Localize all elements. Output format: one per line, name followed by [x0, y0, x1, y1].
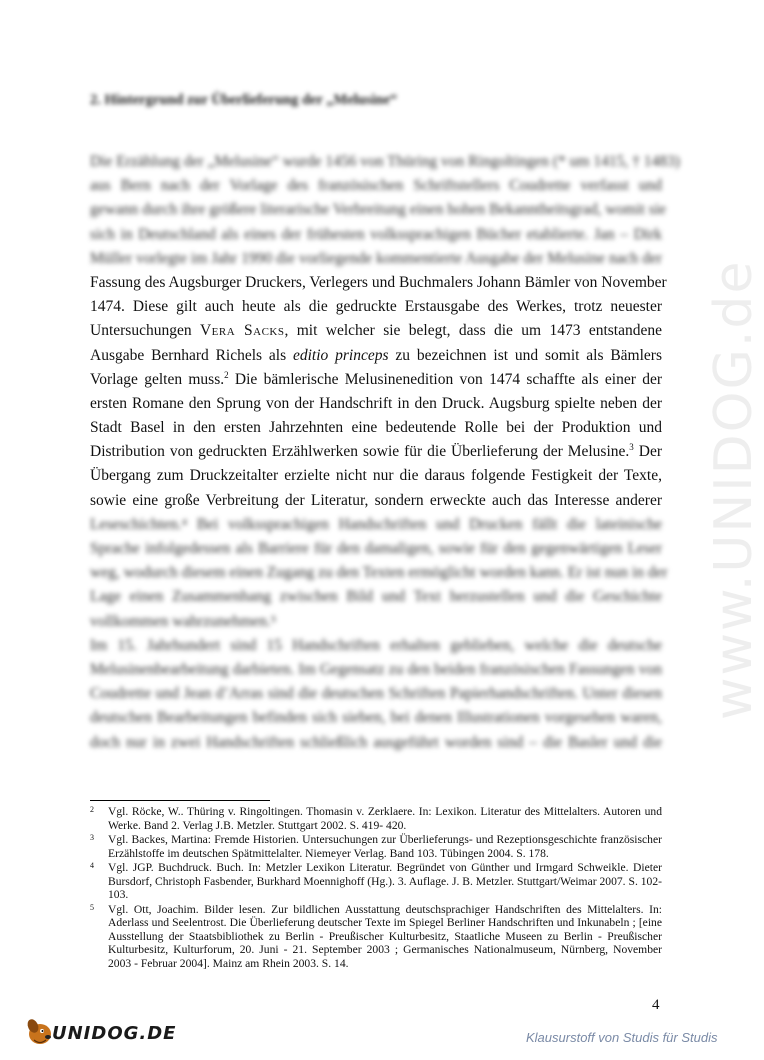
footnote-ref: 3 [629, 442, 634, 453]
tagline: Klausurstoff von Studis für Studis [526, 1030, 718, 1045]
text-line: Stadt Basel in den ersten Jahrzehnten eine bedeutende Rolle bei der Produktion und [90, 419, 662, 437]
visible-paragraph [90, 271, 667, 513]
text-run: Der [633, 443, 662, 461]
text-line [90, 368, 662, 392]
text-line: ersten Romane den Sprung von der Handschrift in den Druck. Augsburg spielte neben der [90, 394, 662, 412]
text-line: Melusinenbearbeitung darbieten. Im Gegensatz zu den beiden französischen Fassungen von [90, 660, 662, 678]
footnote-number: 4 [90, 861, 94, 870]
emphasis-term: editio princeps [293, 346, 389, 364]
section-heading: 2. Hintergrund zur Überlieferung der „Melusine“ [90, 92, 398, 108]
text-line: 1474. Diese gilt auch heute als die gedruckte Erstausgabe des Werkes, trotz neuester [90, 298, 662, 316]
text-line: vollkommen wahrzunehmen.⁵ [90, 612, 277, 630]
text-line: Übergang zum Druckzeitalter erzielte nicht nur die daraus folgende Festigkeit der Texte, [90, 467, 662, 485]
text-line: weg, wodurch diesem einen Zugang zu den Texten ermöglicht worden kann. Er ist nun in der [90, 564, 668, 582]
footnote-text: Vgl. JGP. Buchdruck. Buch. In: Metzler Lexikon Literatur. Begründet von Günther und Irmgard Schweikle. Dieter Bursdorf, Christoph Fasbender, Burkhard Moennighoff (Hg.). 3. Auflage. J. B. Metzler. Stuttgart/Weimar 2007. S. 102-103. [108, 861, 662, 901]
footnote [90, 805, 662, 832]
blurred-paragraph-intro [90, 150, 680, 271]
text-line: Sprache infolgedessen als Barriere für den damaligen, sowie für den gegenwärtigen Leser [90, 540, 662, 557]
footnote-ref: 2 [224, 369, 229, 380]
text-line: Müller vorlegte im Jahr 1990 die vorliegende kommentierte Ausgabe der Melusine nach der [90, 249, 662, 267]
footnotes [90, 805, 662, 971]
text-line: Die Erzählung der „Melusine“ wurde 1456 von Thüring von Ringoltingen (* um 1415, † 1483) [90, 153, 680, 170]
text-line [90, 344, 662, 368]
text-line: Leseschichten.⁴ Bei volkssprachigen Handschriften und Drucken fällt die lateinische [90, 515, 662, 533]
footnote-text: Vgl. Backes, Martina: Fremde Historien. Untersuchungen zur Überlieferungs- und Rezeptionsgeschichte französischer Erzählstoffe im deutschen Spätmittelalter. Niemeyer Verlag. Band 103. Tübingen 2004. S. 178. [108, 833, 662, 860]
text-line: sich in Deutschland als eines der frühesten volkssprachigen Bücher etablierte. Jan – Dirk [90, 225, 662, 243]
logo-text[interactable]: UNIDOG.DE [52, 1023, 177, 1044]
text-run: , mit welcher sie belegt, dass die um 1473 entstandene [284, 322, 662, 340]
text-run: Die bämlerische Melusinenedition von 1474 schaffte als einer der [228, 370, 662, 388]
text-line: aus Bern nach der Vorlage des französischen Schriftstellers Coudrette verfasst und [90, 177, 662, 195]
watermark: www.UNIDOG.de [704, 259, 764, 720]
text-run: Vorlage gelten muss. [90, 370, 225, 388]
text-line: Fassung des Augsburger Druckers, Verlegers und Buchmalers Johann Bämler von November [90, 273, 667, 291]
dog-icon [26, 1018, 51, 1044]
text-run: Ausgabe Bernhard Richels als [90, 346, 293, 364]
text-line: gewann durch ihre größere literarische Verbreitung einen hohen Bekanntheitsgrad, womit sie [90, 201, 667, 219]
footnote [90, 833, 662, 860]
body-text [90, 150, 680, 755]
footnote-text: Vgl. Ott, Joachim. Bilder lesen. Zur bildlichen Ausstattung deutschsprachiger Handschriften des Mittelalters. In: Aderlass und Seelentrost. Die Überlieferung deutscher Texte im Spiegel Berliner Handschriften und Inkunabeln ; [eine Ausstellung der Staatsbibliothek zu Berlin - Preußischer Kulturbesitz, Staatliche Museen zu Berlin - Preußischer Kulturbesitz, Kulturforum, 20. Juni - 21. September 2003 ; Germanisches Nationalmuseum, Nürnberg, November 2003 - Februar 2004]. Mainz am Rhein 2003. S. 14. [108, 902, 662, 970]
text-run: Untersuchungen [90, 322, 200, 340]
footnote-text: Vgl. Röcke, W.. Thüring v. Ringoltingen. Thomasin v. Zerklaere. In: Lexikon. Literatur des Mittelalters. Autoren und Werke. Band 2. Verlag J.B. Metzler. Stuttgart 2002. S. 419- 420. [108, 805, 662, 832]
text-run: zu bezeichnen ist und somit als Bämlers [388, 346, 662, 364]
footnote-number: 2 [90, 805, 94, 814]
footnote-number: 5 [90, 902, 94, 912]
blurred-paragraph-tail [90, 513, 668, 755]
text-line: doch nur in zwei Handschriften schließlich ausgeführt worden sind – die Basler und die [90, 733, 662, 751]
footnote-separator [90, 800, 270, 801]
text-line: sowie eine große Verbreitung der Literatur, sondern erweckte auch das Interesse anderer [90, 491, 662, 509]
footnote-number: 3 [90, 833, 94, 842]
text-line: Im 15. Jahrhundert sind 15 Handschriften erhalten geblieben, welche die deutsche [90, 636, 662, 654]
footnote [90, 861, 662, 902]
page-number: 4 [652, 997, 660, 1013]
author-name: Vera Sacks [199, 322, 285, 340]
text-line: deutschen Bearbeitungen befinden sich sieben, bei denen Illustrationen vorgesehen waren, [90, 709, 662, 727]
footnote [90, 903, 662, 971]
text-run: Distribution von gedruckten Erzählwerken sowie für die Überlieferung der Melusine. [90, 443, 630, 461]
text-line [90, 319, 662, 343]
text-line [90, 440, 662, 464]
text-line: Coudrette und Jean d’Arras sind die deutschen Schriften Papierhandschriften. Unter diesen [90, 685, 662, 703]
text-line: Lage einen Zusammenhang zwischen Bild und Text herzustellen und die Geschichte [90, 588, 662, 606]
